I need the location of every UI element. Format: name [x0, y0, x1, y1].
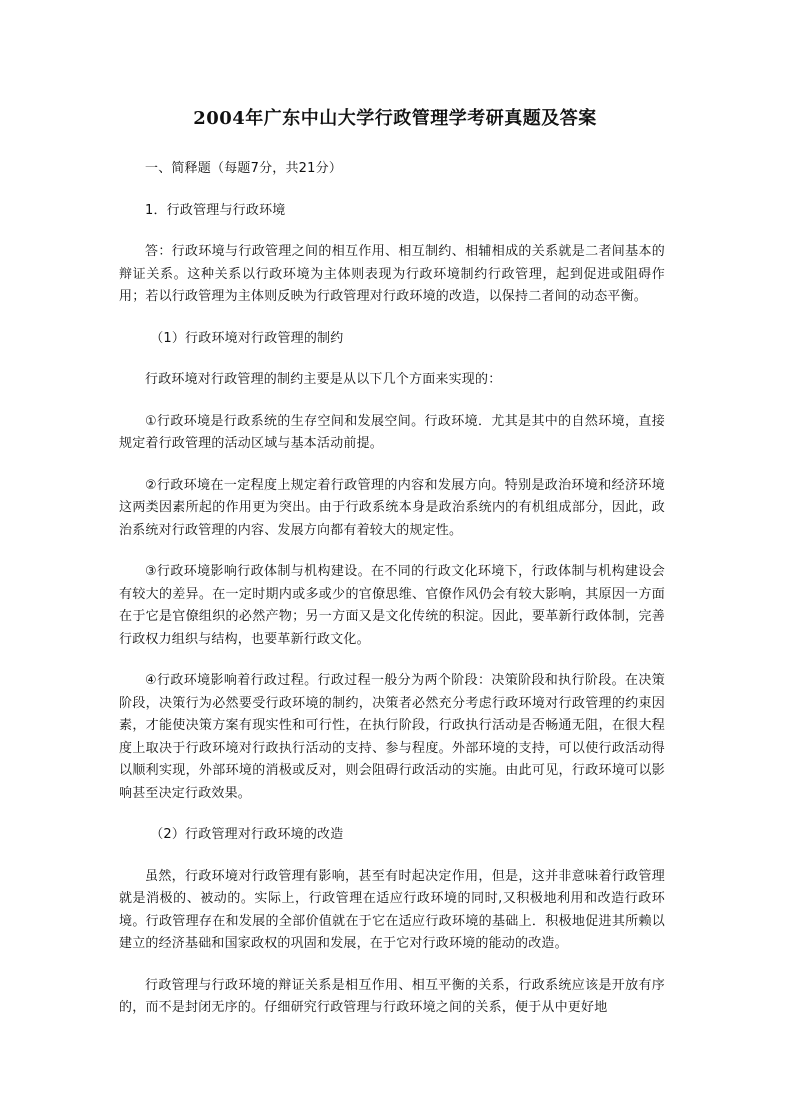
body-paragraph: 行政环境对行政管理的制约主要是从以下几个方面来实现的：: [145, 372, 502, 387]
body-paragraph: ④行政环境影响着行政过程。行政过程一般分为两个阶段：决策阶段和执行阶段。在决策阶段，决策行为必然要受行政环境的制约，决策者必然充分考虑行政环境对行政管理的约束因素，才能使决策方案有现实性和可行性，在执行阶段，行政执行活动是否畅通无阻，在很大程度上取决于行政环境对行政执行活动的支持、参与程度。外部环境的支持，可以使行政活动得以顺利实现，外部环境的消极或反对，则会阻碍行政活动的实施。由此可见，行政环境可以影响甚至决定行政效果。: [119, 673, 665, 801]
body-paragraph: ③行政环境影响行政体制与机构建设。在不同的行政文化环境下，行政体制与机构建设会有较大的差异。在一定时期内或多或少的官僚思维、官僚作风仍会有较大影响，其原因一方面在于它是官僚组织的必然产物；另一方面又是文化传统的积淀。因此，要革新行政体制，完善行政权力组织与结构，也要革新行政文化。: [119, 564, 665, 647]
section-heading: 一、简释题（每题7分，共21分）: [145, 161, 343, 176]
body-paragraph: ②行政环境在一定程度上规定着行政管理的内容和发展方向。特别是政治环境和经济环境这两类因素所起的作用更为突出。由于行政系统本身是政治系统内的有机组成部分，因此，政治系统对行政管理的内容、发展方向都有着较大的规定性。: [119, 477, 665, 538]
body-paragraph: ①行政环境是行政系统的生存空间和发展空间。行政环境．尤其是其中的自然环境，直接规定着行政管理的活动区域与基本活动前提。: [119, 413, 665, 451]
subheading: （2）行政管理对行政环境的改造: [150, 827, 344, 842]
document-body: [119, 158, 665, 1039]
answer-paragraph: 答：行政环境与行政管理之间的相互作用、相互制约、相辅相成的关系就是二者间基本的辩证关系。这种关系以行政环境为主体则表现为行政环境制约行政管理，起到促进或阻碍作用；若以行政管理为主体则反映为行政管理对行政环境的改造，以保持二者间的动态平衡。: [119, 244, 665, 304]
document-title: 2004年广东中山大学行政管理学考研真题及答案: [193, 108, 597, 129]
body-paragraph: 行政管理与行政环境的辩证关系是相互作用、相互平衡的关系，行政系统应该是开放有序的，而不是封闭无序的。仔细研究行政管理与行政环境之间的关系，便于从中更好地: [119, 977, 665, 1015]
question-heading: 1．行政管理与行政环境: [145, 202, 286, 218]
subheading: （1）行政环境对行政管理的制约: [150, 330, 344, 346]
body-paragraph: 虽然，行政环境对行政管理有影响，甚至有时起决定作用，但是，这并非意味着行政管理就是消极的、被动的。实际上，行政管理在适应行政环境的同时,又积极地利用和改造行政环境。行政管理存在和发展的全部价值就在于它在适应行政环境的基础上．积极地促进其所赖以建立的经济基础和国家政权的巩固和发展，在于它对行政环境的能动的改造。: [119, 868, 665, 951]
